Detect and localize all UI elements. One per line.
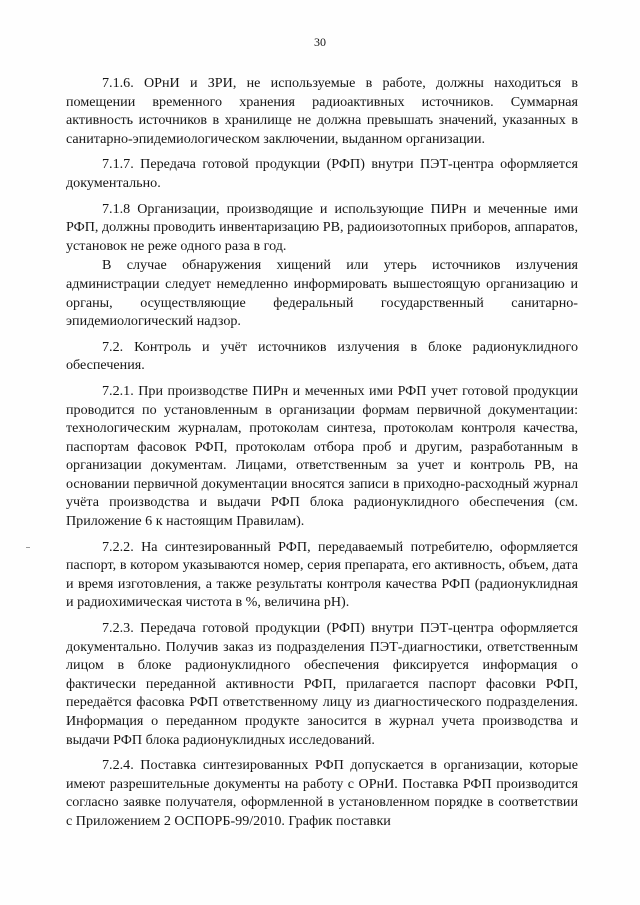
paragraph-7-2-heading: 7.2. Контроль и учёт источников излучения в блоке радионуклидного обеспечения. — [66, 338, 578, 374]
document-body — [66, 74, 578, 831]
paragraph-7-1-6: 7.1.6. ОРнИ и ЗРИ, не используемые в работе, должны находиться в помещении временного хранения радиоактивных источников. Суммарная активность источников в хранилище не должна превышать значений, указанных в санитарно-эпидемиологическом заключении, выданном организации. — [66, 75, 578, 147]
paragraph-theft-notice: В случае обнаружения хищений или утерь источников излучения администрации следует немедленно информировать вышестоящую организацию и органы, осуществляющие федеральный государственный санитарно-эпидемиологический надзор. — [66, 257, 578, 330]
paragraph-7-1-8: 7.1.8 Организации, производящие и использующие ПИРн и меченные ими РФП, должны проводить инвентаризацию РВ, радиоизотопных приборов, аппаратов, установок не реже одного раза в год. — [66, 200, 578, 254]
paragraph-7-1-7: 7.1.7. Передача готовой продукции (РФП) внутри ПЭТ-центра оформляется документально. — [66, 156, 578, 191]
scan-artifact-mark — [26, 547, 30, 548]
page-number: 30 — [314, 35, 326, 49]
paragraph-7-2-4: 7.2.4. Поставка синтезированных РФП допускается в организации, которые имеют разрешительные документы на работу с ОРнИ. Поставка РФП производится согласно заявке получателя, оформленной в установленном порядке в соответствии с Приложением 2 ОСПОРБ-99/2010. График поставки — [66, 757, 578, 829]
paragraph-7-2-2: 7.2.2. На синтезированный РФП, передаваемый потребителю, оформляется паспорт, в котором указываются номер, серия препарата, его активность, объем, дата и время изготовления, а также результаты контроля качества РФП (радионуклидная и радиохимическая чистота в %, величина pH). — [66, 538, 578, 611]
paragraph-7-2-3: 7.2.3. Передача готовой продукции (РФП) внутри ПЭТ-центра оформляется документально. Получив заказ из подразделения ПЭТ-диагностики, ответственным лицом в блоке радионуклидного обеспечения фиксируется информация о фактически переданной активности РФП, прилагается паспорт фасовки РФП, передаётся фасовка РФП ответственному лицу из диагностического подразделения. Информация о переданном продукте заносится в журнал учета производства и выдачи РФП блока радионуклидных исследований. — [66, 620, 578, 748]
paragraph-7-2-1: 7.2.1. При производстве ПИРн и меченных ими РФП учет готовой продукции проводится по установленным в организации формам первичной документации: технологическим журналам, протоколам синтеза, протоколам контроля качества, паспортам фасовок РФП, протоколам отбора проб и другим, разработанным в организации документам. Лицами, ответственным за учет и контроль РВ, на основании первичной документации вносятся записи в приходно-расходный журнал учёта производства и выдачи РФП блока радионуклидного обеспечения (см. Приложение 6 к настоящим Правилам). — [66, 382, 578, 530]
